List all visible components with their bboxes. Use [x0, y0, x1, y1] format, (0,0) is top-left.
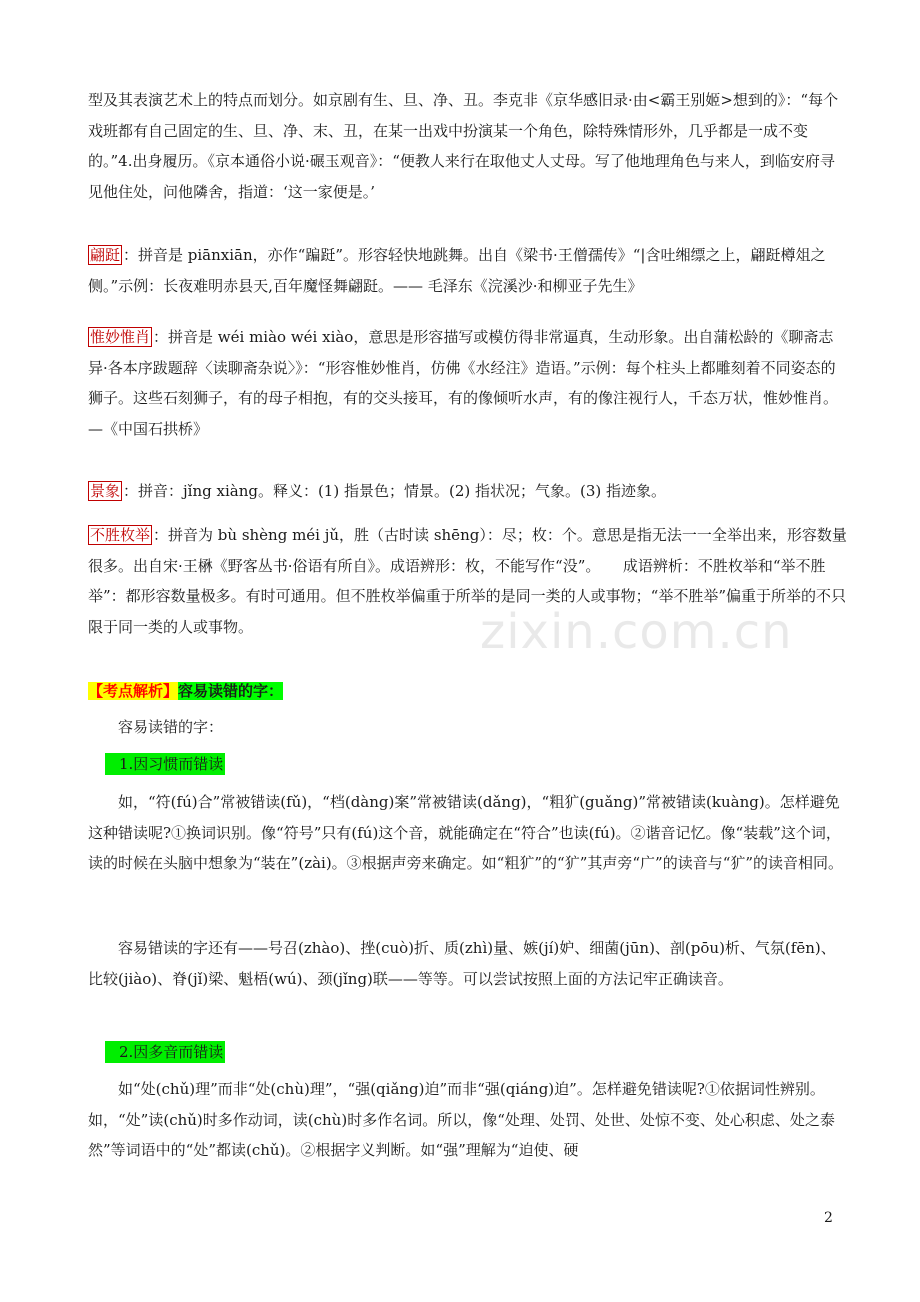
section-label-bracket: 【考点解析】	[88, 682, 179, 700]
paragraph-continuation: 型及其表演艺术上的特点而划分。如京剧有生、旦、净、丑。李克非《京华感旧录·由<霸王别姬>想到的》：“每个戏班都有自己固定的生、旦、净、末、丑，在某一出戏中扮演某一个角色，除特殊情形外，几乎都是一成不变的。”4.出身履历。《京本通俗小说·碾玉观音》：“便教人来行在取他丈人丈母。写了他地理角色与来人，到临安府寻见他住处，问他隣舍，指道：‘这一家便是。’	[88, 91, 839, 201]
page-number: 2	[824, 1210, 833, 1226]
term-box: 景象	[90, 482, 121, 500]
paragraph-habit: 如，“符(fú)合”常被错读(fǔ)，“档(dàng)案”常被错读(dǎng)，“粗犷(guǎng)”常被错读(kuàng)。怎样避免这种错读呢?①换词识别。像“符号”只有(fú)这个音，就能确定在“符合”也读(fú)。②谐音记忆。像“装载”这个词，读的时候在头脑中想象为“装在”(zài)。③根据声旁来确定。如“粗犷”的“犷”其声旁“广”的读音与“犷”的读音相同。	[88, 793, 844, 872]
term-box: 不胜枚举	[90, 526, 151, 544]
term-definition: ：拼音是 wéi miào wéi xiào，意思是形容描写或模仿得非常逼真，生动形象。出自蒲松龄的《聊斋志异·各本序跋题辞〈读聊斋杂说〉》：“形容惟妙惟肖，仿佛《水经注》造语。”示例：每个柱头上都雕刻着不同姿态的狮子。这些石刻狮子，有的母子相抱，有的交头接耳，有的像倾听水声，有的像注视行人，千态万状，惟妙惟肖。—《中国石拱桥》	[88, 328, 839, 438]
term-entry-weimiaoweixiao	[88, 322, 848, 444]
subheading-polyphone	[105, 1040, 225, 1064]
term-box: 惟妙惟肖	[90, 328, 151, 346]
subheading-text: 1.因习惯而错读	[105, 753, 225, 775]
section-label-title: 容易读错的字：	[178, 682, 284, 700]
term-definition: ：拼音：jǐng xiàng。释义：(1) 指景色；情景。(2) 指状况；气象。(3) 指迹象。	[123, 482, 667, 500]
term-entry-pianxian	[88, 240, 848, 301]
intro-line: 容易读错的字：	[118, 718, 224, 736]
subheading-text: 2.因多音而错读	[105, 1041, 225, 1063]
subheading-habit	[105, 752, 225, 776]
watermark: zixin.com.cn	[480, 604, 793, 660]
term-entry-jingxiang	[88, 476, 848, 507]
section-heading	[88, 680, 283, 702]
term-definition: ：拼音为 bù shèng méi jǔ，胜（古时读 shēng）：尽；枚：个。意思是指无法一一全举出来，形容数量很多。出自宋·王楙《野客丛书·俗语有所自》。成语辨形：枚，不能写作“没”。 成语辨析：不胜枚举和“举不胜举”：都形容数量极多。有时可通用。但不胜枚举偏重于所举的是同一类的人或事物；“举不胜举”偏重于所举的不只限于同一类的人或事物。	[88, 526, 847, 636]
term-definition: ：拼音是 piānxiān，亦作“蹁跹”。形容轻快地跳舞。出自《梁书·王僧孺传》“|含吐缃缥之上，翩跹樽俎之侧。”示例：长夜难明赤县天,百年魔怪舞翩跹。—— 毛泽东《浣溪沙·和柳亚子先生》	[88, 246, 826, 295]
term-box: 翩跹	[90, 246, 121, 264]
paragraph-polyphone: 如“处(chǔ)理”而非“处(chù)理”，“强(qiǎng)迫”而非“强(qiáng)迫”。怎样避免错读呢?①依据词性辨别。如，“处”读(chǔ)时多作动词，读(chù)时多作名词。所以，像“处理、处罚、处世、处惊不变、处心积虑、处之泰然”等词语中的“处”都读(chǔ)。②根据字义判断。如“强”理解为“迫使、硬	[88, 1080, 835, 1159]
paragraph-more-examples: 容易错读的字还有——号召(zhào)、挫(cuò)折、质(zhì)量、嫉(jí)妒、细菌(jūn)、剖(pōu)析、气氛(fēn)、比较(jiào)、脊(jǐ)梁、魁梧(wú)、颈(jǐng)联——等等。可以尝试按照上面的方法记牢正确读音。	[88, 939, 836, 988]
